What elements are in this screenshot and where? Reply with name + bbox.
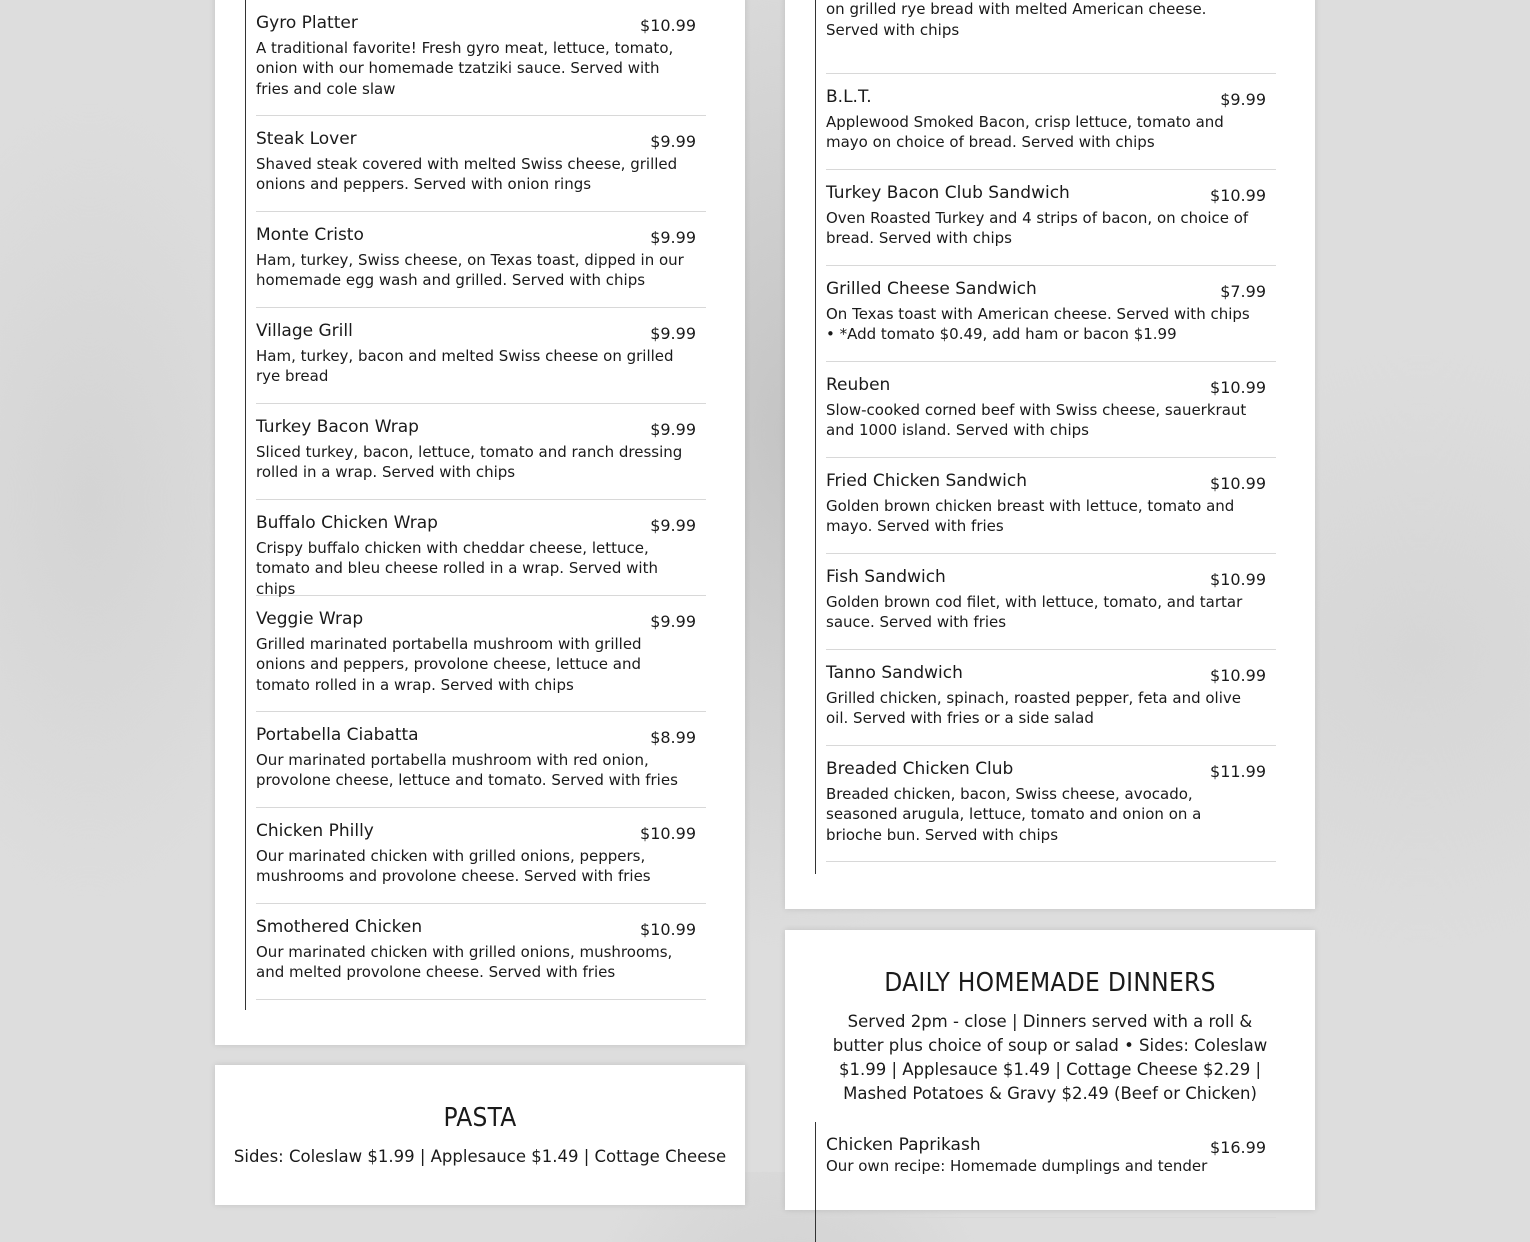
section-subtitle: Sides: Coleslaw $1.99 | Applesauce $1.49 | Cottage Cheese [233,1147,727,1166]
menu-item-name: Village Grill [256,321,353,341]
menu-item-description: Our marinated portabella mushroom with red onion, provolone cheese, lettuce and tomato. Served with fries [256,751,678,790]
menu-item [826,266,1276,362]
menu-item-price: $10.99 [1210,666,1266,685]
section-title: DAILY HOMEMADE DINNERS [884,968,1216,998]
menu-item-description: Crispy buffalo chicken with cheddar cheese, lettuce, tomato and bleu cheese rolled in a wrap. Served with chips [256,539,658,598]
menu-item-name: Buffalo Chicken Wrap [256,513,438,533]
menu-item [826,74,1276,170]
menu-item-price: $9.99 [650,228,696,247]
menu-item-price: $10.99 [1210,378,1266,397]
menu-item [256,308,706,404]
menu-item-name: Steak Lover [256,129,357,149]
menu-item-price: $10.99 [1210,570,1266,589]
menu-item [826,458,1276,554]
menu-item-name: Tanno Sandwich [826,663,963,683]
menu-item [826,0,1276,74]
menu-item-name: Turkey Bacon Wrap [256,417,419,437]
menu-item-price: $9.99 [650,420,696,439]
menu-item-name: Smothered Chicken [256,917,423,937]
menu-item-description: Shaved steak covered with melted Swiss cheese, grilled onions and peppers. Served with onion rings [256,155,678,194]
menu-item [256,500,706,596]
menu-item-description: Sliced turkey, bacon, lettuce, tomato and ranch dressing rolled in a wrap. Served with chips [256,443,683,482]
menu-item-price: $9.99 [650,132,696,151]
menu-item-name: Monte Cristo [256,225,364,245]
menu-item [256,808,706,904]
menu-item-price: $9.99 [650,324,696,343]
menu-item-price: $9.99 [650,516,696,535]
menu-item [256,712,706,808]
menu-item-price: $10.99 [1210,186,1266,205]
menu-card-left [215,0,745,1045]
menu-list [815,1122,1276,1242]
menu-item-name: Chicken Philly [256,821,374,841]
menu-item-price: $10.99 [640,16,696,35]
menu-item-name: Portabella Ciabatta [256,725,419,745]
menu-list [245,0,706,1010]
menu-item-description: Breaded chicken, bacon, Swiss cheese, avocado, seasoned arugula, lettuce, tomato and onion on a brioche bun. Served with chips [826,785,1202,844]
menu-item-name: Fish Sandwich [826,567,946,587]
menu-item-name: Turkey Bacon Club Sandwich [826,183,1070,203]
menu-item-price: $9.99 [1220,90,1266,109]
pasta-card [215,1065,745,1205]
menu-item [256,212,706,308]
menu-item-description: Applewood Smoked Bacon, crisp lettuce, tomato and mayo on choice of bread. Served with chips [826,113,1224,152]
menu-item [826,650,1276,746]
section-title: PASTA [443,1103,517,1133]
menu-item [826,362,1276,458]
menu-item-name: Gyro Platter [256,13,358,33]
menu-item [256,116,706,212]
dinners-card [785,930,1315,1210]
menu-item-description: Our marinated chicken with grilled onions, peppers, mushrooms and provolone cheese. Served with fries [256,847,651,886]
menu-item-description: A traditional favorite! Fresh gyro meat, lettuce, tomato, onion with our homemade tzatziki sauce. Served with fries and cole slaw [256,39,674,98]
menu-item-price: $16.99 [1210,1138,1266,1157]
menu-item-description: Golden brown cod filet, with lettuce, tomato, and tartar sauce. Served with fries [826,593,1243,632]
menu-item-description: Slow-cooked corned beef with Swiss cheese, sauerkraut and 1000 island. Served with chips [826,401,1247,440]
menu-item-name: Reuben [826,375,891,395]
menu-item-name: Grilled Cheese Sandwich [826,279,1037,299]
menu-item-description: Golden brown chicken breast with lettuce, tomato and mayo. Served with fries [826,497,1235,536]
menu-item [826,170,1276,266]
menu-item-price: $8.99 [650,728,696,747]
menu-item-name: Breaded Chicken Club [826,759,1014,779]
menu-item-description: Our own recipe: Homemade dumplings and tender [826,1157,1208,1175]
menu-item-description: on grilled rye bread with melted American cheese. Served with chips [826,0,1207,39]
menu-item-name: Veggie Wrap [256,609,364,629]
menu-item-description: Ham, turkey, bacon and melted Swiss cheese on grilled rye bread [256,347,674,386]
menu-item-price: $11.99 [1210,762,1266,781]
menu-item-price: $9.99 [650,612,696,631]
menu-item-price: $7.99 [1220,282,1266,301]
menu-item [256,0,706,116]
menu-item-description: Our marinated chicken with grilled onions, mushrooms, and melted provolone cheese. Served with fries [256,943,673,982]
menu-item-name: B.L.T. [826,87,872,107]
menu-item-description: On Texas toast with American cheese. Served with chips • *Add tomato $0.49, add ham or bacon $1.99 [826,305,1250,344]
menu-item [256,404,706,500]
menu-item [826,554,1276,650]
menu-item-price: $10.99 [1210,474,1266,493]
menu-item [256,596,706,712]
menu-item-name: Chicken Paprikash [826,1135,981,1155]
section-subtitle: Served 2pm - close | Dinners served with a roll & butter plus choice of soup or salad • Sides: Coleslaw $1.99 | Applesauce $1.49 | Cottage Cheese $2.29 | Mashed Potatoes & Gravy $2.49 (Beef or Chicken) [832,1012,1268,1103]
menu-card-right [785,0,1315,909]
menu-item-name: Fried Chicken Sandwich [826,471,1028,491]
menu-item [826,1122,1276,1218]
menu-item-description: Grilled chicken, spinach, roasted pepper, feta and olive oil. Served with fries or a side salad [826,689,1241,728]
menu-item-description: Ham, turkey, Swiss cheese, on Texas toast, dipped in our homemade egg wash and grilled. Served with chips [256,251,684,290]
menu-item-description: Oven Roasted Turkey and 4 strips of bacon, on choice of bread. Served with chips [826,209,1249,248]
menu-item-price: $10.99 [640,824,696,843]
menu-item [256,904,706,1000]
menu-item-description: Grilled marinated portabella mushroom with grilled onions and peppers, provolone cheese, lettuce and tomato rolled in a wrap. Served with chips [256,635,642,694]
menu-list [815,0,1276,874]
menu-item [826,746,1276,862]
menu-item-price: $10.99 [640,920,696,939]
